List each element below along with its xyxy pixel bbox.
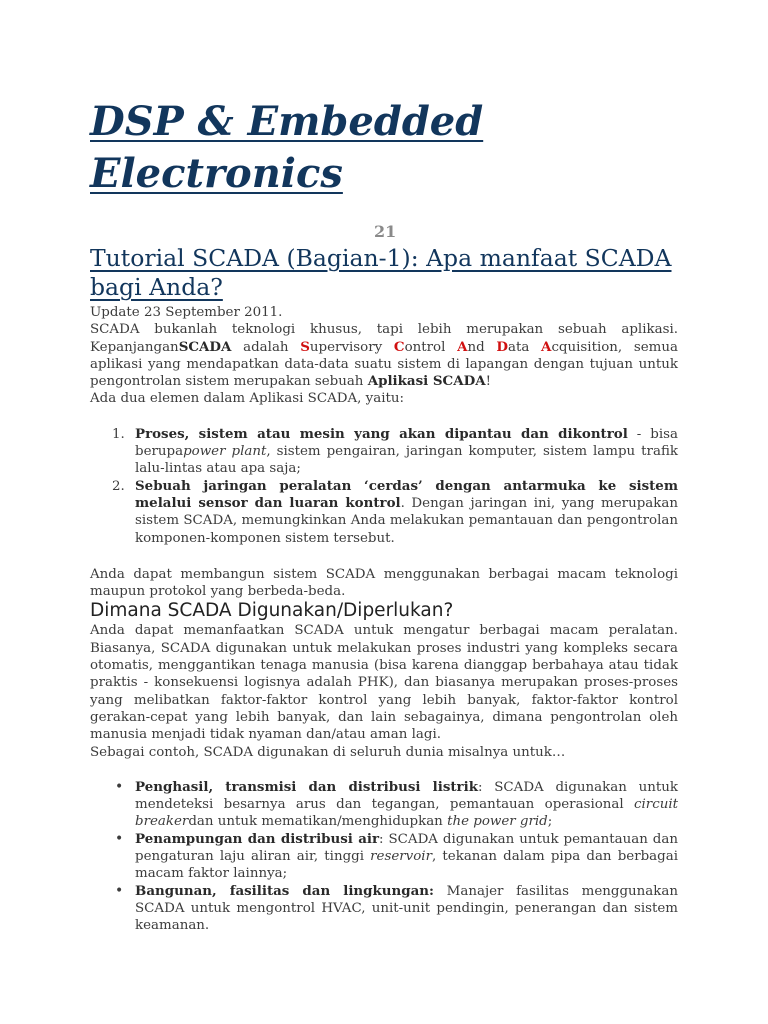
post-title[interactable]: Tutorial SCADA (Bagian-1): Apa manfaat SCADA bagi Anda? <box>90 244 672 301</box>
elements-intro: Ada dua elemen dalam Aplikasi SCADA, yaitu: <box>90 391 404 407</box>
bullet-icon: • <box>115 778 124 795</box>
update-line: Update 23 September 2011. <box>90 305 283 320</box>
list-item: 2. Sebuah jaringan peralatan ‘cerdas’ dengan antarmuka ke sistem melalui sensor dan luaran kontrol. Dengan jaringan ini, yang merupakan sistem SCADA, memungkinkan Anda melakukan pemantauan dan pengontrolan komponen-komponen sistem tersebut. <box>112 477 678 546</box>
list-item: 1. Proses, sistem atau mesin yang akan dipantau dan dikontrol - bisa berupapower plant, sistem pengairan, jaringan komputer, sistem lampu trafik lalu-lintas atau apa saja; <box>112 425 678 477</box>
bullet-icon: • <box>115 830 124 847</box>
technology-paragraph: Anda dapat membangun sistem SCADA menggunakan berbagai macam teknologi maupun protokol yang berbeda-beda. <box>90 566 678 600</box>
site-title[interactable] <box>90 96 690 200</box>
list-number: 1. <box>112 426 125 442</box>
elements-list <box>90 426 678 547</box>
example-line: Sebagai contoh, SCADA digunakan di seluruh dunia misalnya untuk… <box>90 744 566 760</box>
list-item: • Bangunan, fasilitas dan lingkungan: Manajer fasilitas menggunakan SCADA untuk mengontrol HVAC, unit-unit pendingin, penerangan dan sistem keamanan. <box>115 882 678 934</box>
post-body <box>90 304 678 935</box>
list-item: • Penampungan dan distribusi air: SCADA digunakan untuk pemantauan dan pengaturan laju aliran air, tinggi reservoir, tekanan dalam pipa dan berbagai macam faktor lainnya; <box>115 830 678 882</box>
site-title-line1[interactable]: DSP & Embedded <box>90 98 484 145</box>
uses-list <box>90 779 678 935</box>
section-paragraph: Anda dapat memanfaatkan SCADA untuk mengatur berbagai macam peralatan. Biasanya, SCADA digunakan untuk melakukan proses industri yang kompleks secara otomatis, menggantikan tenaga manusia (bisa karena dianggap berbahaya atau tidak praktis - konsekuensi logisnya adalah PHK), dan biasanya merupakan proses-proses yang melibatkan faktor-faktor kontrol yang lebih banyak, faktor-faktor kontrol gerakan-cepat yang lebih banyak, dan lain sebagainya, dimana pengontrolan oleh manusia menjadi tidak nyaman dan/atau aman lagi. <box>90 623 678 743</box>
post-date-day: 21 <box>374 222 397 241</box>
list-number: 2. <box>112 478 125 494</box>
list-item: • Penghasil, transmisi dan distribusi listrik: SCADA digunakan untuk mendeteksi besarnya arus dan tegangan, pemantauan operasional circuit breakerdan untuk mematikan/menghidupkan the power grid; <box>115 778 678 830</box>
section-heading: Dimana SCADA Digunakan/Diperlukan? <box>90 600 454 622</box>
site-title-line2[interactable]: Electronics <box>90 150 343 197</box>
intro-paragraph: SCADA bukanlah teknologi khusus, tapi lebih merupakan sebuah aplikasi. KepanjanganSCADA adalah Supervisory Control And Data Acquisition, semua aplikasi yang mendapatkan data-data suatu sistem di lapangan dengan tujuan untuk pengontrolan sistem merupakan sebuah Aplikasi SCADA! <box>90 322 678 390</box>
bullet-icon: • <box>115 882 124 899</box>
